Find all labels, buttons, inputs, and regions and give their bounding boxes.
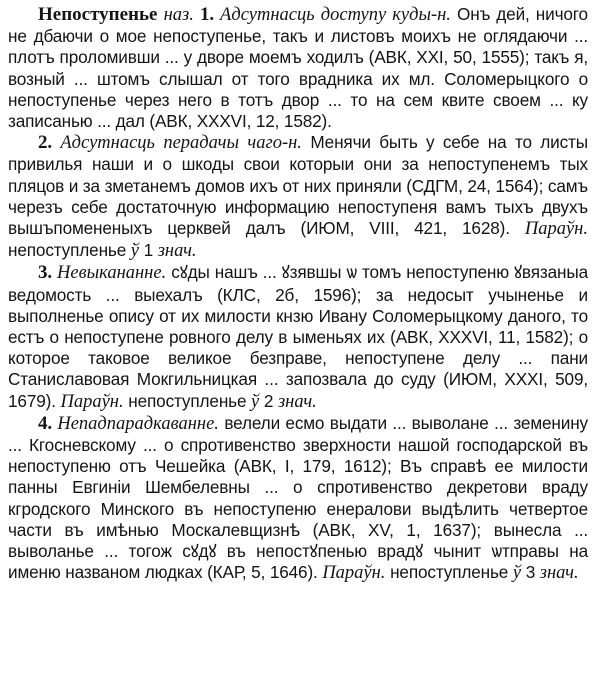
sense-3-paragraph: [8, 262, 588, 412]
sense-text: велели есмо выдати ... выволане ... земенину ... Кгосневскому ... о спротивенство зверхности нашой господарской въ непоступеню отъ Чешейка (АВК, I, 179, 1612); Въ справѣ ее милости панны Евгиніи Шембелевны ... о спротивенство декретови враду кгродского Минского въ непоступеню енералови выдѣлить четвертое части въ имѣнью Москалевщизнѣ (АВК, XV, 1, 1637); вынесла ... выволанье ... тогож сꙋдꙋ въ непостꙋпенью врадꙋ чынит ѡтправы на имeню названом людках (КАР, 5, 1646).: [8, 412, 588, 583]
sense-2-paragraph: [8, 132, 588, 262]
sense-gloss: Невыкананне.: [57, 263, 167, 284]
part-of-speech: наз.: [163, 5, 194, 25]
cross-ref-word: непоступленье: [8, 240, 127, 261]
cross-ref-prep: ў: [130, 241, 139, 262]
sense-number: 4.: [38, 412, 52, 434]
cross-ref-word: непоступленье: [390, 562, 509, 583]
cross-ref-word: непоступленье: [128, 390, 247, 411]
sense-gloss: Адсутнасць перадачы чаго-н.: [60, 133, 302, 154]
cross-ref-prep: ў: [512, 563, 522, 584]
sense-number: 2.: [38, 132, 52, 154]
headword: Непоступенье: [38, 4, 158, 25]
sense-gloss: Непадпарадкаванне.: [57, 413, 219, 434]
cross-ref-label: Параўн.: [60, 391, 124, 412]
sense-number: 3.: [38, 262, 52, 284]
sense-text: Онъ дей, ничого не дбаючи о мое непоступенье, такъ и листовъ моихъ не оглядаючи ... плотъ проломивши ... у дворе моемъ ходилъ (АВК, XXI, 50, 1555); такъ я, возный ... штомъ слышал от того врадника их мл. Соломерыцкого о непоступенье через него в тотъ двор ... то на сем квите своем ... ку записанью ... дал (АВК, XXXVI, 12, 1582).: [8, 4, 588, 132]
sense-text: Менячи быть у себе на то листы привилья наши и о шкоды свои которыи они за непоступенемъ тых пляцов и за зметанемъ домов ихъ от них приняли (СДГМ, 24, 1564); самъ черезъ себе достаточную информацию непоступеня вамъ тыхъ двухъ вышъпомененыхъ церквей далъ (ИЮМ, VIII, 421, 1628).: [8, 132, 588, 239]
cross-ref-meaning: знач.: [277, 391, 317, 412]
cross-ref-label: Параўн.: [322, 563, 386, 584]
sense-text: сꙋды нашъ ... ꙋзявшы ѡ томъ непоступеню ꙋвязаныа ведомость ... выехалъ (КЛС, 2б, 1596); за недосыт учыненье и выполненье опису от их милости кнзю Ивану Соломерыцкому даного, то естъ о непоступене ровного делу в ыменьях их (АВК, XXXVI, 11, 1582); о которое таковое великое безправе, непоступене делу ... пани Станиславовая Мокгильницкая ... запозвала до суду (ИЮМ, XXXI, 509, 1679).: [8, 262, 588, 411]
sense-1-paragraph: [8, 4, 588, 132]
cross-ref-number: 3: [525, 562, 536, 583]
cross-ref-meaning: знач.: [157, 241, 197, 262]
cross-ref-number: 1: [143, 240, 154, 261]
sense-4-paragraph: [8, 413, 588, 585]
cross-ref-prep: ў: [251, 391, 260, 412]
sense-number: 1.: [199, 4, 214, 25]
cross-ref-number: 2: [263, 390, 274, 411]
sense-gloss: Адсутнасць доступу куды-н.: [220, 5, 451, 25]
cross-ref-meaning: знач.: [539, 563, 579, 584]
cross-ref-label: Параўн.: [524, 219, 588, 240]
